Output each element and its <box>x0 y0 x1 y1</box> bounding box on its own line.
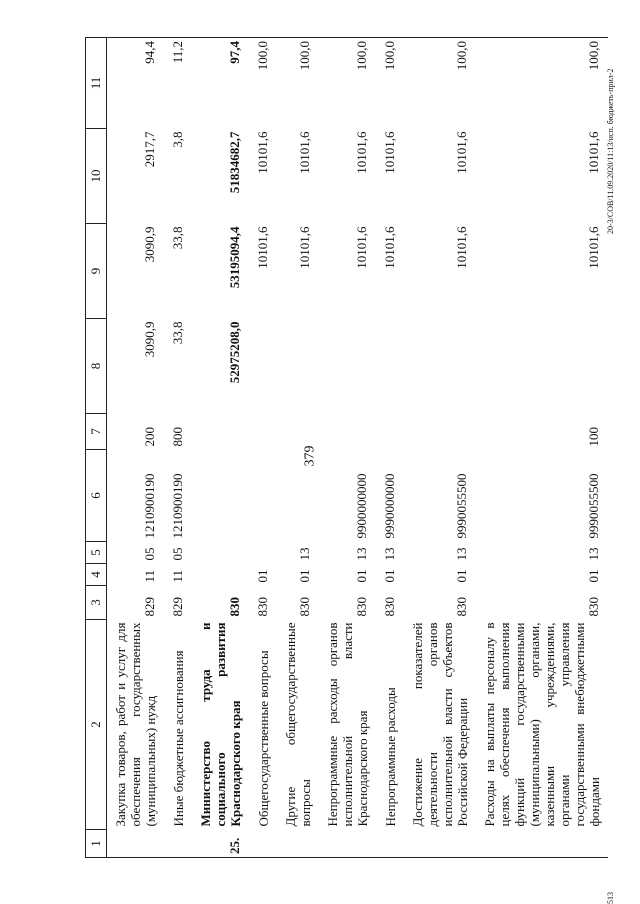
row-cell-c5: 13 <box>354 547 369 561</box>
row-cell-c8: 33,8 <box>170 321 185 345</box>
row-cell-c8 <box>376 319 404 414</box>
row-cell-c1 <box>249 830 277 858</box>
row-cell-c5 <box>249 542 277 564</box>
row-cell-c7 <box>192 414 249 450</box>
row-cell-c3: 830 <box>255 597 270 617</box>
header-cell: 6 <box>86 450 107 542</box>
header-cell: 8 <box>86 319 107 414</box>
row-cell-c1 <box>404 830 476 858</box>
row-cell-c6: 9990000000 <box>382 473 397 539</box>
footer-code: 20-3/СОВ/11.09.2020/11:13/исп. бюджеть-прил-2 <box>606 68 615 234</box>
row-cell-c9: 10101,6 <box>454 226 469 269</box>
table-row <box>319 38 376 858</box>
row-name-cell: Другие общегосударственные вопросы <box>283 622 313 827</box>
row-cell-c8: 3090,9 <box>142 321 157 358</box>
row-cell-c9: 3090,9 <box>142 226 157 263</box>
row-cell-c1 <box>376 830 404 858</box>
row-cell-c10: 3,8 <box>170 131 185 148</box>
row-cell-c9: 10101,6 <box>586 226 601 269</box>
row-cell-c3: 830 <box>227 597 242 617</box>
row-cell-c4: 01 <box>454 569 469 583</box>
row-cell-c10: 51834682,7 <box>227 131 242 194</box>
table-row <box>192 38 249 858</box>
row-cell-c11: 100,0 <box>476 38 608 129</box>
row-cell-c6: 9990055500 <box>454 473 469 539</box>
row-cell-c6 <box>249 450 277 542</box>
row-name-cell: Расходы на выплаты персоналу в целях обеспечения выполнения функций государственными (муниципальными) органами, казенными учреждениями, органами управления государственными внебюджетными фондами <box>482 622 602 827</box>
table-body <box>107 38 609 858</box>
row-cell-c5: 13 <box>297 547 312 561</box>
row-cell-c6 <box>192 450 249 542</box>
table-row <box>476 38 608 858</box>
row-cell-c9: 10101,6 <box>255 226 270 269</box>
row-name-cell: Непрограммные расходы органов исполнительной власти Краснодарского края <box>325 622 370 827</box>
row-cell-c10: 10101,6 <box>454 131 469 174</box>
row-cell-c7: 200 <box>142 427 157 447</box>
row-cell-c7 <box>277 414 319 450</box>
table-row <box>107 38 165 858</box>
row-name-cell: Достижение показателей деятельности органов исполнительной власти субъектов Российской Федерации <box>410 622 470 827</box>
row-cell-c9: 10101,6 <box>354 226 369 269</box>
row-cell-c6: 1210900190 <box>170 473 185 539</box>
row-cell-c10: 10101,6 <box>354 131 369 174</box>
row-cell-c1 <box>319 830 376 858</box>
row-cell-c6: 1210900190 <box>142 473 157 539</box>
header-cell: 4 <box>86 564 107 586</box>
row-cell-c5: 13 <box>382 547 397 561</box>
row-cell-c6 <box>277 450 319 542</box>
row-cell-c8 <box>319 319 376 414</box>
row-cell-c3: 829 <box>170 597 185 617</box>
row-cell-c11: 100,0 <box>249 38 277 129</box>
rotated-table-page <box>85 38 602 858</box>
row-name-cell: Общегосударственные вопросы <box>256 650 271 827</box>
header-cell: 7 <box>86 414 107 450</box>
row-cell-c7 <box>404 414 476 450</box>
row-cell-c9: 53195094,4 <box>227 226 242 289</box>
row-cell-c8 <box>277 319 319 414</box>
row-cell-c7 <box>319 414 376 450</box>
row-cell-c3: 829 <box>142 597 157 617</box>
row-cell-c9: 33,8 <box>170 226 185 250</box>
row-name-cell: Непрограммные расходы <box>383 687 398 827</box>
row-cell-c4: 01 <box>255 569 270 583</box>
row-cell-c9: 10101,6 <box>382 226 397 269</box>
row-cell-c1 <box>107 830 165 858</box>
row-cell-c3: 830 <box>586 597 601 617</box>
row-cell-c4: 01 <box>382 569 397 583</box>
row-cell-c6: 9900000000 <box>354 473 369 539</box>
table-row <box>404 38 476 858</box>
table-row <box>376 38 404 858</box>
row-cell-c11: 100,0 <box>376 38 404 129</box>
row-cell-c3: 830 <box>354 597 369 617</box>
row-cell-c7: 800 <box>170 427 185 447</box>
row-cell-c4: 01 <box>586 569 601 583</box>
row-cell-c10: 10101,6 <box>586 131 601 174</box>
row-cell-c1: 25. <box>192 830 249 858</box>
row-cell-c7: 100 <box>586 427 601 447</box>
row-cell-c5: 05 <box>170 547 185 561</box>
row-cell-c1 <box>164 830 192 858</box>
row-cell-c8 <box>404 319 476 414</box>
row-cell-c10: 10101,6 <box>382 131 397 174</box>
row-cell-c4 <box>192 564 249 586</box>
row-cell-c5: 13 <box>586 547 601 561</box>
budget-table <box>85 37 608 858</box>
row-cell-c8 <box>476 319 608 414</box>
row-cell-c3: 830 <box>297 597 312 617</box>
row-cell-c7 <box>249 414 277 450</box>
row-cell-c11: 100,0 <box>404 38 476 129</box>
header-cell: 3 <box>86 586 107 620</box>
header-cell: 9 <box>86 224 107 319</box>
header-row <box>86 38 107 858</box>
row-cell-c3: 830 <box>382 597 397 617</box>
row-cell-c11: 100,0 <box>319 38 376 129</box>
row-name-cell: Министерство труда и социального развития Краснодарского края <box>198 622 243 827</box>
table-row <box>249 38 277 858</box>
row-cell-c5: 13 <box>454 547 469 561</box>
row-cell-c5: 05 <box>142 547 157 561</box>
header-cell: 2 <box>86 620 107 830</box>
row-cell-c1 <box>277 830 319 858</box>
row-cell-c10: 10101,6 <box>297 131 312 174</box>
header-cell: 11 <box>86 38 107 129</box>
row-cell-c9: 10101,6 <box>297 226 312 269</box>
row-name-cell: Иные бюджетные ассигнования <box>171 650 186 827</box>
header-cell: 10 <box>86 129 107 224</box>
row-cell-c11: 94,4 <box>107 38 165 129</box>
row-cell-c1 <box>476 830 608 858</box>
row-cell-c5 <box>192 542 249 564</box>
row-cell-c10: 10101,6 <box>255 131 270 174</box>
row-cell-c11: 97,4 <box>192 38 249 129</box>
row-cell-c8 <box>249 319 277 414</box>
row-cell-c8: 52975208,0 <box>227 321 242 384</box>
corner-mark: 513 <box>606 892 615 904</box>
header-cell: 5 <box>86 542 107 564</box>
row-cell-c4: 11 <box>170 569 185 583</box>
row-cell-c6: 9990055500 <box>586 473 601 539</box>
header-cell: 1 <box>86 830 107 858</box>
row-cell-c4: 11 <box>142 569 157 583</box>
row-cell-c11: 11,2 <box>164 38 192 129</box>
row-cell-c11: 100,0 <box>277 38 319 129</box>
row-cell-c3: 830 <box>454 597 469 617</box>
page-number: 379 <box>302 445 318 467</box>
table-row <box>164 38 192 858</box>
row-cell-c4: 01 <box>354 569 369 583</box>
table-row <box>277 38 319 858</box>
row-cell-c4: 01 <box>297 569 312 583</box>
row-cell-c7 <box>376 414 404 450</box>
row-cell-c10: 2917,7 <box>142 131 157 168</box>
row-name-cell: Закупка товаров, работ и услуг для обеспечения государственных (муниципальных) нужд <box>113 622 158 827</box>
